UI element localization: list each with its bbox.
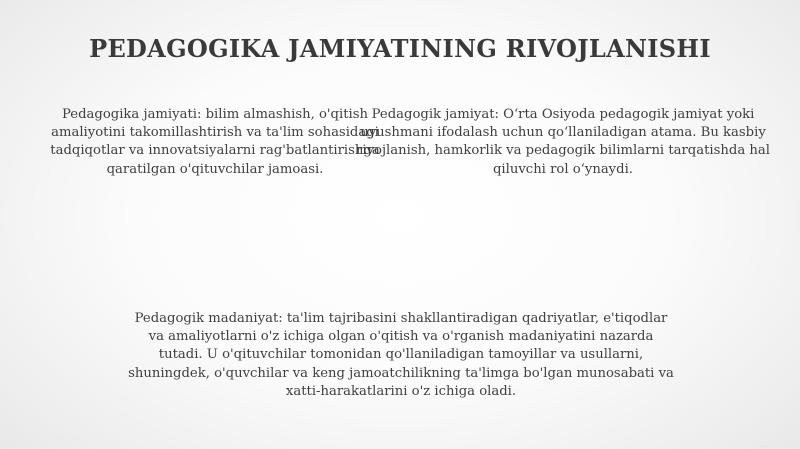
text-block-pedagogik-madaniyat: Pedagogik madaniyat: ta'lim tajribasini shakllantiradigan qadriyatlar, e'tiqodlar va amaliyotlarni o'z ichiga olgan o'qitish va o'rganish madaniyatini nazarda tutadi. U o'qituvchilar tomonidan qo'llaniladigan tamoyillar va usullarni, shuningdek, o'quvchilar va keng jamoatchilikning ta'limga bo'lgan munosabati va xatti-harakatlarini o'z ichiga oladi.	[128, 311, 674, 399]
text-block-pedagogika-jamiyati: Pedagogika jamiyati: bilim almashish, o'qitish amaliyotini takomillashtirish va ta'lim sohasidagi tadqiqotlar va innovatsiyalarni rag'batlantirishga qaratilgan o'qituvchilar jamoasi.	[50, 107, 380, 177]
text-block-pedagogik-jamiyat: Pedagogik jamiyat: O‘rta Osiyoda pedagogik jamiyat yoki uyushmani ifodalash uchun qo‘llaniladigan atama. Bu kasbiy rivojlanish, hamkorlik va pedagogik bilimlarni tarqatishda hal qiluvchi rol o‘ynaydi.	[356, 107, 770, 177]
slide-title: PEDAGOGIKA JAMIYATINING RIVOJLANISHI	[89, 34, 711, 63]
